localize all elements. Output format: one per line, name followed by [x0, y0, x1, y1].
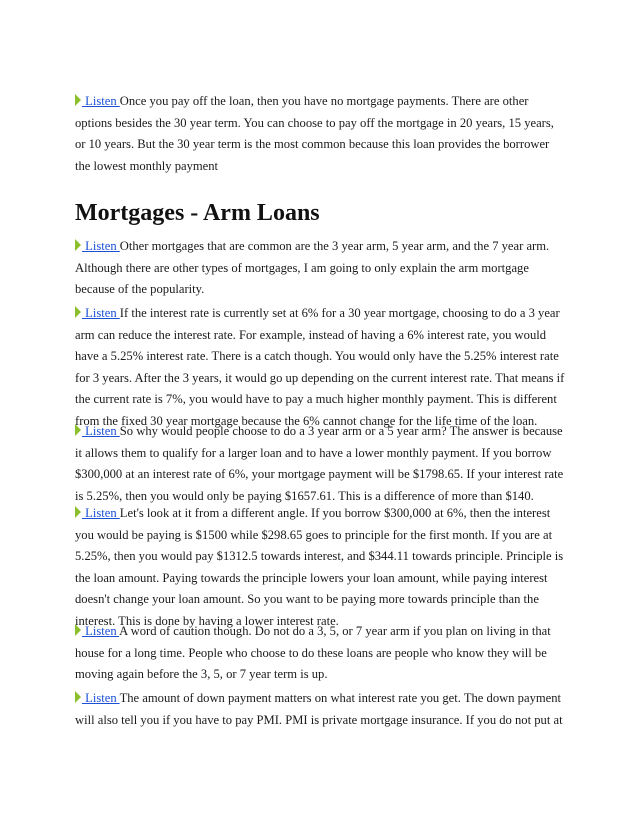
listen-link[interactable]: Listen: [82, 691, 120, 705]
paragraph-text: Once you pay off the loan, then you have no mortgage payments. There are other options besides the 30 year term. You can choose to pay off the mortgage in 20 years, 15 years, or 10 years. But the 30 year term is the most common because this loan provides the borrower the lowest monthly payment: [75, 94, 554, 173]
paragraph-text: Let's look at it from a different angle. If you borrow $300,000 at 6%, then the interest you would be paying is $1500 while $298.65 goes to principle for the first month. If you are at 5.25%, then you would pay $1312.5 towards interest, and $344.11 towards principle. Principle is the loan amount. Paying towards the principle lowers your loan amount, while paying interest doesn't change your loan amount. So you want to be paying more towards principle than the interest. This is done by having a lower interest rate.: [75, 506, 564, 628]
play-icon[interactable]: [75, 506, 81, 518]
listen-link[interactable]: Listen: [82, 306, 120, 320]
listen-link[interactable]: Listen: [82, 94, 120, 108]
paragraph-3: [75, 303, 567, 432]
play-icon[interactable]: [75, 424, 81, 436]
paragraph-4: [75, 421, 567, 507]
paragraph-text: The amount of down payment matters on what interest rate you get. The down payment will also tell you if you have to pay PMI. PMI is private mortgage insurance. If you do not put at: [75, 691, 563, 727]
play-icon[interactable]: [75, 306, 81, 318]
listen-link[interactable]: Listen: [82, 239, 120, 253]
paragraph-2: [75, 236, 567, 301]
play-icon[interactable]: [75, 239, 81, 251]
play-icon[interactable]: [75, 94, 81, 106]
play-icon[interactable]: [75, 691, 81, 703]
paragraph-1: [75, 91, 567, 177]
paragraph-text: So why would people choose to do a 3 year arm or a 5 year arm? The answer is because it allows them to qualify for a larger loan and to have a lower monthly payment. If you borrow $300,000 at an interest rate of 6%, your mortgage payment will be $1798.65. If your interest rate is 5.25%, then you would only be paying $1657.61. This is a difference of more than $140.: [75, 424, 564, 503]
listen-link[interactable]: Listen: [82, 424, 120, 438]
paragraph-7: [75, 688, 567, 731]
listen-link[interactable]: Listen: [82, 506, 120, 520]
paragraph-text: Other mortgages that are common are the 3 year arm, 5 year arm, and the 7 year arm. Although there are other types of mortgages, I am going to only explain the arm mortgage because of the popularity.: [75, 239, 550, 296]
section-heading: Mortgages - Arm Loans: [75, 200, 320, 226]
paragraph-5: [75, 503, 567, 632]
play-icon[interactable]: [75, 624, 81, 636]
listen-link[interactable]: Listen: [82, 624, 120, 638]
paragraph-6: [75, 621, 567, 686]
paragraph-text: A word of caution though. Do not do a 3, 5, or 7 year arm if you plan on living in that house for a long time. People who choose to do these loans are people who know they will be moving again before the 3, 5, or 7 year term is up.: [75, 624, 551, 681]
paragraph-text: If the interest rate is currently set at 6% for a 30 year mortgage, choosing to do a 3 year arm can reduce the interest rate. For example, instead of having a 6% interest rate, you would have a 5.25% interest rate. There is a catch though. You would only have the 5.25% interest rate for 3 years. After the 3 years, it would go up depending on the current interest rate. That means if the current rate is 7%, you would have to pay a much higher monthly payment. This is different from the fixed 30 year mortgage because the 6% cannot change for the life time of the loan.: [75, 306, 565, 428]
